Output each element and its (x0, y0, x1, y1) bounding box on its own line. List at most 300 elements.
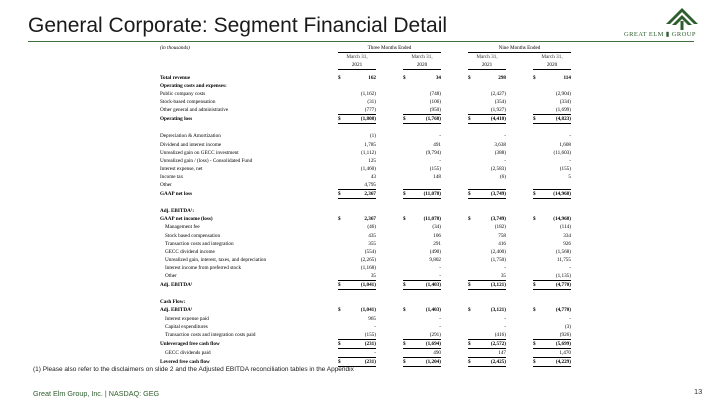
currency-symbol: $ (468, 339, 476, 348)
currency-symbol: $ (403, 216, 406, 223)
currency-symbol (403, 141, 411, 149)
currency-symbol: $ (338, 190, 346, 199)
cell-value: (11,603) (553, 149, 571, 156)
currency-symbol (403, 132, 411, 140)
table-row (160, 240, 571, 248)
cell-value: (46) (367, 224, 376, 231)
cell-value: - (439, 157, 441, 164)
table-row (160, 149, 571, 157)
cell-value: 9,802 (429, 256, 441, 263)
currency-symbol (533, 165, 541, 173)
cell-value: (748) (429, 90, 441, 97)
currency-symbol (338, 82, 346, 90)
row-label: Unrealized gain, interest, taxes, and depreciation (165, 256, 267, 263)
currency-symbol (468, 207, 476, 215)
currency-symbol (338, 290, 346, 299)
currency-symbol: $ (338, 357, 346, 366)
row-label: Unrealized gain on GECC investment (160, 149, 239, 156)
currency-symbol: $ (338, 115, 346, 124)
cell-value: (4,410) (476, 115, 506, 124)
currency-symbol (533, 181, 541, 190)
row-label: Transaction costs and integration costs paid (165, 331, 256, 338)
currency-symbol (533, 141, 541, 149)
cell-value: (4,770) (541, 281, 571, 290)
cell-value (411, 199, 441, 208)
cell-value: (3,121) (490, 307, 506, 314)
currency-symbol (468, 298, 476, 306)
cell-value: 35 (500, 273, 506, 280)
cell-value (476, 207, 506, 215)
currency-symbol (468, 348, 476, 357)
currency-symbol (403, 298, 411, 306)
col-date-header: March 31, (541, 54, 563, 61)
cell-value: (3,749) (476, 190, 506, 199)
currency-symbol: $ (533, 190, 541, 199)
table-row (160, 74, 571, 82)
row-label: Adj. EBITDA¹ (160, 307, 193, 314)
cell-value: 926 (563, 240, 571, 247)
currency-symbol (533, 264, 541, 272)
row-label: Adj. EBITDA¹ (160, 282, 193, 289)
table-row (160, 190, 571, 199)
cell-value (541, 207, 571, 215)
currency-symbol (468, 181, 476, 190)
table-row (160, 298, 571, 306)
table-row (160, 124, 571, 133)
currency-symbol (533, 98, 541, 106)
table-row (160, 272, 571, 281)
currency-symbol: $ (533, 307, 536, 314)
cell-value: (1,460) (360, 165, 376, 172)
cell-value (411, 82, 441, 90)
currency-symbol (338, 157, 346, 165)
cell-value (411, 290, 441, 299)
cell-value: (114) (559, 224, 571, 231)
currency-symbol (533, 331, 541, 340)
currency-symbol: $ (338, 307, 341, 314)
currency-symbol (533, 323, 541, 331)
currency-symbol (403, 207, 411, 215)
table-row (160, 173, 571, 181)
unit-label: (in thousands) (160, 45, 190, 52)
cell-value (411, 207, 441, 215)
cell-value: (2,425) (476, 357, 506, 366)
currency-symbol (338, 207, 346, 215)
currency-symbol (338, 331, 346, 340)
currency-symbol: $ (338, 216, 341, 223)
currency-symbol (468, 290, 476, 299)
cell-value: (1,699) (555, 107, 571, 114)
currency-symbol (338, 323, 346, 331)
currency-symbol: $ (403, 281, 411, 290)
currency-symbol: $ (403, 357, 411, 366)
row-label: Depreciation & Amortization (160, 133, 221, 140)
row-label: Management fee (165, 224, 200, 231)
currency-symbol (338, 124, 346, 133)
row-label: Transaction costs and integration (165, 240, 234, 247)
cell-value: - (504, 323, 506, 330)
cell-value (411, 124, 441, 133)
currency-symbol (338, 256, 346, 264)
cell-value: - (504, 315, 506, 322)
currency-symbol (468, 165, 476, 173)
currency-symbol (338, 199, 346, 208)
cell-value: (1,750) (490, 256, 506, 263)
currency-symbol: $ (403, 74, 406, 81)
cell-value: (1,568) (555, 248, 571, 255)
cell-value: (1,041) (360, 307, 376, 314)
currency-symbol (403, 181, 411, 190)
cell-value: - (439, 133, 441, 140)
currency-symbol (338, 106, 346, 115)
financial-table-container (160, 44, 571, 367)
cell-value: 334 (563, 232, 571, 239)
footer-company: Great Elm Group, Inc. | NASDAQ: GEG (33, 389, 160, 398)
cell-value: (34) (432, 224, 441, 231)
currency-symbol: $ (468, 74, 471, 81)
cell-value: (4,823) (541, 115, 571, 124)
cell-value: 34 (435, 74, 441, 81)
table-row (160, 106, 571, 115)
cell-value: 416 (498, 240, 506, 247)
currency-symbol (403, 149, 411, 157)
cell-value: 1,785 (364, 141, 376, 148)
cell-value: - (439, 323, 441, 330)
row-label (160, 124, 338, 133)
row-label: Operating loss (160, 116, 193, 123)
cell-value: (1,927) (490, 107, 506, 114)
currency-symbol (468, 90, 476, 98)
currency-symbol (468, 98, 476, 106)
currency-symbol (403, 272, 411, 281)
currency-symbol (533, 290, 541, 299)
currency-symbol (468, 106, 476, 115)
table-row (160, 306, 571, 314)
currency-symbol: $ (468, 115, 476, 124)
cell-value: 43 (370, 173, 376, 180)
currency-symbol (403, 98, 411, 106)
row-label: Other (165, 273, 177, 280)
cell-value: (106) (429, 99, 441, 106)
currency-symbol (468, 149, 476, 157)
currency-symbol (533, 272, 541, 281)
table-row (160, 141, 571, 149)
table-row (160, 115, 571, 124)
currency-symbol (533, 207, 541, 215)
currency-symbol (468, 272, 476, 281)
currency-symbol: $ (403, 115, 411, 124)
currency-symbol (338, 132, 346, 140)
cell-value: (4,770) (555, 307, 571, 314)
currency-symbol (338, 298, 346, 306)
currency-symbol (468, 256, 476, 264)
currency-symbol: $ (533, 339, 541, 348)
currency-symbol (403, 315, 411, 323)
currency-symbol (468, 315, 476, 323)
cell-value (346, 298, 376, 306)
currency-symbol (403, 124, 411, 133)
currency-symbol (533, 124, 541, 133)
cell-value: (3,121) (476, 281, 506, 290)
row-label: Interest expense paid (165, 315, 209, 322)
row-label: Other general and administrative (160, 107, 229, 114)
cell-value (541, 199, 571, 208)
currency-symbol: $ (468, 281, 476, 290)
currency-symbol (338, 272, 346, 281)
cell-value: 291 (433, 240, 441, 247)
table-row (160, 256, 571, 264)
cell-value: 148 (433, 173, 441, 180)
cell-value: 2,367 (346, 190, 376, 199)
cell-value (541, 181, 571, 190)
currency-symbol: $ (533, 74, 536, 81)
cell-value (541, 124, 571, 133)
currency-symbol: $ (338, 339, 346, 348)
row-label: Other (160, 182, 172, 189)
currency-symbol (403, 165, 411, 173)
currency-symbol (403, 323, 411, 331)
currency-symbol (338, 165, 346, 173)
cell-value: - (504, 157, 506, 164)
table-row (160, 90, 571, 98)
logo-text: GREAT ELM ▮ GROUP (624, 31, 696, 38)
cell-value: 490 (433, 349, 441, 356)
cell-value: (155) (429, 165, 441, 172)
table-row (160, 157, 571, 165)
cell-value: 298 (498, 74, 506, 81)
table-row (160, 315, 571, 323)
currency-symbol (403, 157, 411, 165)
row-label: GECC dividends paid (165, 349, 211, 356)
currency-symbol (533, 348, 541, 357)
cell-value (476, 124, 506, 133)
currency-symbol (468, 141, 476, 149)
cell-value: - (504, 133, 506, 140)
currency-symbol (468, 264, 476, 272)
cell-value: 11,755 (556, 256, 571, 263)
table-row (160, 207, 571, 215)
cell-value: 106 (433, 232, 441, 239)
cell-value: 965 (368, 315, 376, 322)
currency-symbol (533, 82, 541, 90)
col-date-header: March 31, (346, 54, 368, 61)
cell-value: - (374, 323, 376, 330)
cell-value: (2,904) (555, 90, 571, 97)
cell-value: (9,794) (425, 149, 441, 156)
currency-symbol (468, 331, 476, 340)
cell-value: 147 (498, 349, 506, 356)
cell-value: 1,470 (559, 349, 571, 356)
cell-value: 162 (368, 74, 376, 81)
currency-symbol (403, 223, 411, 231)
cell-value: 1,608 (559, 141, 571, 148)
table-row (160, 323, 571, 331)
cell-value: (1,135) (555, 273, 571, 280)
cell-value: (1,041) (346, 281, 376, 290)
currency-symbol (403, 90, 411, 98)
cell-value (476, 82, 506, 90)
row-label: Public company costs (160, 90, 206, 97)
table-row (160, 264, 571, 272)
cell-value: (1,168) (360, 264, 376, 271)
row-label: Total revenue (160, 74, 191, 81)
currency-symbol (468, 132, 476, 140)
currency-symbol (468, 124, 476, 133)
currency-symbol (468, 248, 476, 256)
currency-symbol (403, 82, 411, 90)
row-label: GAAP net loss (160, 191, 192, 198)
cell-value: (11,078) (411, 190, 441, 199)
cell-value (476, 181, 506, 190)
cell-value: - (569, 133, 571, 140)
currency-symbol (403, 256, 411, 264)
currency-symbol (338, 315, 346, 323)
cell-value (411, 181, 441, 190)
cell-value: - (504, 264, 506, 271)
currency-symbol: $ (468, 357, 476, 366)
cell-value: (5,699) (541, 339, 571, 348)
cell-value: 4,795 (364, 182, 376, 188)
currency-symbol (533, 248, 541, 256)
cell-value: (155) (364, 331, 376, 338)
cell-value: 2,367 (364, 216, 376, 223)
cell-value (541, 290, 571, 299)
currency-symbol (338, 149, 346, 157)
row-label: Interest expense, net (160, 165, 203, 172)
cell-value (541, 82, 571, 90)
cell-value: 35 (370, 273, 376, 280)
col-date-header: March 31, (411, 54, 433, 61)
currency-symbol (533, 157, 541, 165)
cell-value: (1,112) (361, 149, 376, 156)
cell-value: 114 (563, 74, 571, 81)
cell-value: (155) (559, 165, 571, 172)
currency-symbol: $ (533, 216, 536, 223)
cell-value: (1,162) (360, 90, 376, 97)
cell-value: (416) (494, 331, 506, 338)
cell-value: - (374, 349, 376, 356)
currency-symbol (533, 298, 541, 306)
cell-value (411, 298, 441, 306)
cell-value: (14,968) (553, 216, 571, 223)
table-row (160, 339, 571, 348)
cell-value: - (439, 264, 441, 271)
currency-symbol (338, 181, 346, 190)
row-label: Adj. EBITDA¹: (160, 208, 195, 215)
currency-symbol (533, 132, 541, 140)
currency-symbol (338, 240, 346, 248)
currency-symbol (533, 315, 541, 323)
cell-value (476, 199, 506, 208)
currency-symbol (403, 240, 411, 248)
currency-symbol: $ (403, 307, 406, 314)
currency-symbol: $ (533, 115, 541, 124)
currency-symbol (338, 223, 346, 231)
row-label: Cash Flow: (160, 299, 186, 306)
cell-value: 758 (498, 232, 506, 239)
cell-value (476, 298, 506, 306)
currency-symbol (533, 232, 541, 240)
title-divider (28, 41, 694, 42)
table-row (160, 348, 571, 357)
currency-symbol (468, 173, 476, 181)
cell-value (346, 207, 376, 215)
cell-value: (490) (429, 248, 441, 255)
currency-symbol (468, 232, 476, 240)
row-label: Stock based compensation (165, 232, 221, 239)
currency-symbol (403, 106, 411, 115)
cell-value: (1,768) (411, 115, 441, 124)
currency-symbol: $ (403, 339, 411, 348)
currency-symbol: $ (468, 190, 476, 199)
currency-symbol (533, 256, 541, 264)
cell-value: (1,403) (411, 281, 441, 290)
cell-value: (1,694) (411, 339, 441, 348)
cell-value: (1,808) (346, 115, 376, 124)
currency-symbol: $ (403, 190, 411, 199)
page-number: 13 (694, 387, 703, 396)
cell-value: - (439, 273, 441, 280)
table-row (160, 82, 571, 90)
cell-value (346, 82, 376, 90)
cell-value: - (569, 157, 571, 164)
table-row (160, 98, 571, 106)
cell-value: (1) (369, 133, 376, 140)
col-year-header: 2021 (468, 61, 506, 70)
row-label: Dividend and interest income (160, 141, 222, 148)
table-row (160, 181, 571, 190)
currency-symbol (403, 264, 411, 272)
cell-value: (3,749) (490, 216, 506, 223)
cell-value: (554) (364, 248, 376, 255)
cell-value: (354) (494, 99, 506, 106)
row-label: Income tax (160, 173, 184, 180)
cell-value: - (569, 315, 571, 322)
currency-symbol (338, 173, 346, 181)
cell-value: (1,204) (411, 357, 441, 366)
cell-value: (777) (364, 107, 376, 114)
cell-value: - (569, 264, 571, 271)
row-label: Interest income from preferred stock (165, 264, 242, 271)
currency-symbol: $ (533, 281, 541, 290)
currency-symbol (533, 199, 541, 208)
currency-symbol: $ (468, 307, 471, 314)
cell-value (476, 290, 506, 299)
cell-value (346, 124, 376, 133)
currency-symbol: $ (338, 74, 341, 81)
cell-value: (31) (367, 99, 376, 106)
currency-symbol (338, 141, 346, 149)
currency-symbol (403, 331, 411, 340)
cell-value: 5 (568, 173, 571, 180)
cell-value: 355 (368, 240, 376, 247)
currency-symbol (338, 232, 346, 240)
currency-symbol (403, 248, 411, 256)
cell-value: 125 (368, 157, 376, 164)
table-row (160, 165, 571, 173)
currency-symbol (403, 199, 411, 208)
cell-value: (2,265) (360, 256, 376, 263)
col-year-header: 2021 (338, 61, 376, 70)
cell-value: (950) (429, 107, 441, 114)
currency-symbol (468, 223, 476, 231)
table-row (160, 215, 571, 223)
currency-symbol (533, 240, 541, 248)
cell-value (541, 298, 571, 306)
table-row (160, 223, 571, 231)
cell-value: (2,427) (490, 90, 506, 97)
cell-value: (291) (429, 331, 441, 338)
